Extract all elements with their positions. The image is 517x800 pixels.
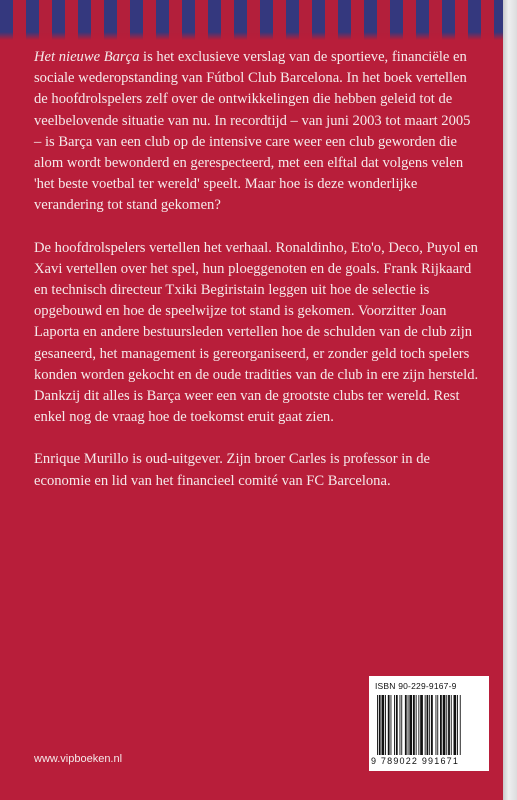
ean-digits: 9 789022 991671 — [371, 756, 460, 766]
blurb-text — [34, 47, 479, 513]
barcode-bar — [382, 695, 385, 755]
barcode-bar — [454, 695, 457, 755]
barcode-label — [369, 676, 489, 771]
blurb-paragraph-1-rest: is het exclusieve verslag van de sportieve, financiële en sociale wederopstanding van Fútbol Club Barcelona. In het boek vertellen de hoofdrolspelers zelf over de ontwikkelingen die hebben geleid tot de veelbelovende situatie van nu. In recordtijd – van juni 2003 tot maart 2005 – is Barça van een club op de intensive care weer een club geworden die alom wordt bewonderd en gerespecteerd, met een elftal dat volgens velen 'het beste voetbal ter wereld' speelt. Maar hoe is deze wonderlijke verandering tot stand gekomen? — [34, 49, 471, 214]
barcode-bar — [401, 695, 402, 755]
barcode-bar — [429, 695, 430, 755]
barcode-bar — [448, 695, 450, 755]
barcode-bar — [416, 695, 417, 755]
barcode-bar — [425, 695, 426, 755]
barcode-bar — [396, 695, 398, 755]
barcode-bar — [437, 695, 438, 755]
blurb-paragraph-1 — [34, 47, 479, 217]
barcode-bar — [420, 695, 423, 755]
barcode-bar — [405, 695, 407, 755]
barcode-bar — [451, 695, 452, 755]
barcode-bar — [400, 695, 401, 755]
isbn-number: ISBN 90-229-9167-9 — [375, 681, 457, 691]
barcode-bar — [377, 695, 378, 755]
barcode-bar — [431, 695, 433, 755]
barcode-bar — [440, 695, 442, 755]
blurb-paragraph-2: De hoofdrolspelers vertellen het verhaal. Ronaldinho, Eto'o, Deco, Puyol en Xavi vertellen over het spel, hun ploeggenoten en de goals. Frank Rijkaard en technisch directeur Txiki Begiristain leggen uit hoe de selectie is opgebouwd en hoe de speelwijze tot stand is gekomen. Voorzitter Joan Laporta en andere bestuursleden vertellen hoe de schulden van de club zijn gesaneerd, het management is gereorganiseerd, er zonder geld toch spelers konden worden gekocht en de oude tradities van de club in ere zijn hersteld. Dankzij dit alles is Barça weer een van de grootste clubs ter wereld. Rest enkel nog de vraag hoe de toekomst eruit gaat zien. — [34, 239, 479, 426]
barcode-bar — [443, 695, 446, 755]
barcode-bar — [413, 695, 415, 755]
striped-top-band — [0, 0, 503, 40]
barcode-bar — [394, 695, 395, 755]
barcode-bar — [427, 695, 429, 755]
page-edge — [503, 0, 517, 800]
author-bio: Enrique Murillo is oud-uitgever. Zijn broer Carles is professor in de economie en lid van het financieel comité van FC Barcelona. — [34, 451, 430, 489]
barcode-bars — [377, 695, 485, 755]
barcode-bar — [409, 695, 412, 755]
barcode-bar — [446, 695, 447, 755]
book-title-italic: Het nieuwe Barça — [34, 49, 140, 65]
barcode-bar — [460, 695, 461, 755]
barcode-bar — [379, 695, 381, 755]
barcode-bar — [418, 695, 419, 755]
barcode-bar — [385, 695, 386, 755]
barcode-bar — [408, 695, 409, 755]
barcode-bar — [436, 695, 437, 755]
publisher-website: www.vipboeken.nl — [34, 753, 123, 765]
barcode-bar — [391, 695, 392, 755]
barcode-bar — [457, 695, 458, 755]
barcode-bar — [388, 695, 390, 755]
